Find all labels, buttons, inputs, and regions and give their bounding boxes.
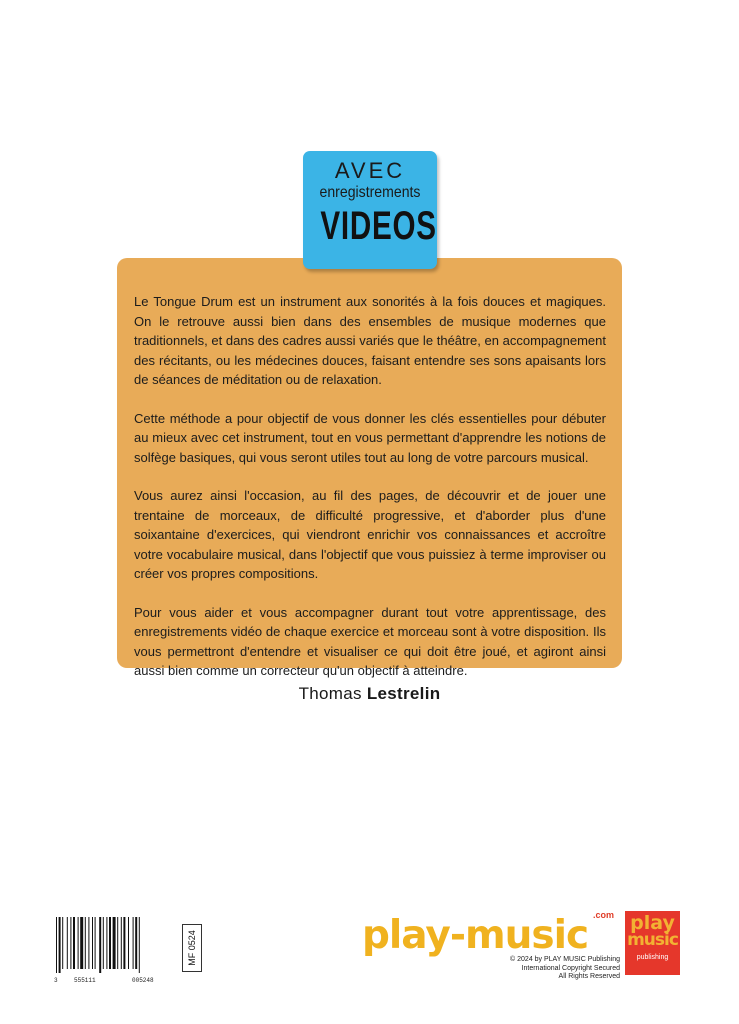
description-paragraph: Cette méthode a pour objectif de vous donner les clés essentielles pour débuter au mieux avec cet instrument, tout en vous permettant d'apprendre les notions de solfège basiques, qui vous seront utiles tout au long de votre parcours musical. — [134, 410, 606, 465]
description-panel — [117, 258, 622, 678]
square-logo-play: play — [630, 912, 675, 934]
badge-line-avec: AVEC — [334, 158, 406, 183]
videos-badge — [303, 151, 437, 269]
copyright-line: All Rights Reserved — [558, 973, 620, 980]
barcode-icon — [52, 917, 182, 973]
play-music-logo-suffix: .com — [593, 910, 615, 920]
author-first-name: Thomas — [298, 684, 362, 703]
author-last-name: Lestrelin — [366, 684, 441, 703]
copyright-line: © 2024 by PLAY MUSIC Publishing — [510, 956, 620, 963]
publisher-square-logo — [625, 911, 680, 975]
badge-line-videos: VIDEOS — [320, 204, 437, 248]
barcode-digit-prefix: 3 — [54, 977, 58, 984]
barcode — [52, 917, 182, 977]
square-logo-music: music — [627, 930, 678, 950]
author-name — [0, 684, 739, 704]
catalog-number: MF 0524 — [187, 930, 197, 966]
square-logo-publishing: publishing — [636, 954, 669, 961]
barcode-digit-group-2: 005248 — [132, 977, 154, 984]
description-paragraph: Pour vous aider et vous accompagner durant tout votre apprentissage, des enregistrements vidéo de chaque exercice et morceau sont à votre disposition. Ils vous permettront d'entendre et visualiser ce qui doit être joué, et agiront ainsi aussi bien comme un correcteur qu'un objectif à atteindre. — [134, 604, 606, 678]
barcode-digit-group-1: 555111 — [74, 977, 96, 984]
description-paragraph: Le Tongue Drum est un instrument aux sonorités à la fois douces et magiques. On le retrouve aussi bien dans des ensembles de musique modernes que traditionnels, et dans des cadres aussi variés que le théâtre, en accompagnement des récitants, ou les médecines douces, faisant entendre ses sons apaisants lors de séances de méditation ou de relaxation. — [134, 294, 606, 387]
catalog-number-box — [182, 924, 202, 972]
badge-line-enregistrements: enregistrements — [319, 184, 421, 201]
copyright-line: International Copyright Secured — [521, 964, 620, 972]
play-music-logo: play-music — [362, 913, 589, 958]
description-paragraph: Vous aurez ainsi l'occasion, au fil des pages, de découvrir et de jouer une trentaine de morceaux, de difficulté progressive, et d'aborder plus d'une soixantaine d'exercices, qui viendront enrichir vos connaissances et accroître votre vocabulaire musical, dans l'objectif que vous puissiez à terme improviser ou créer vos propres compositions. — [134, 488, 606, 581]
